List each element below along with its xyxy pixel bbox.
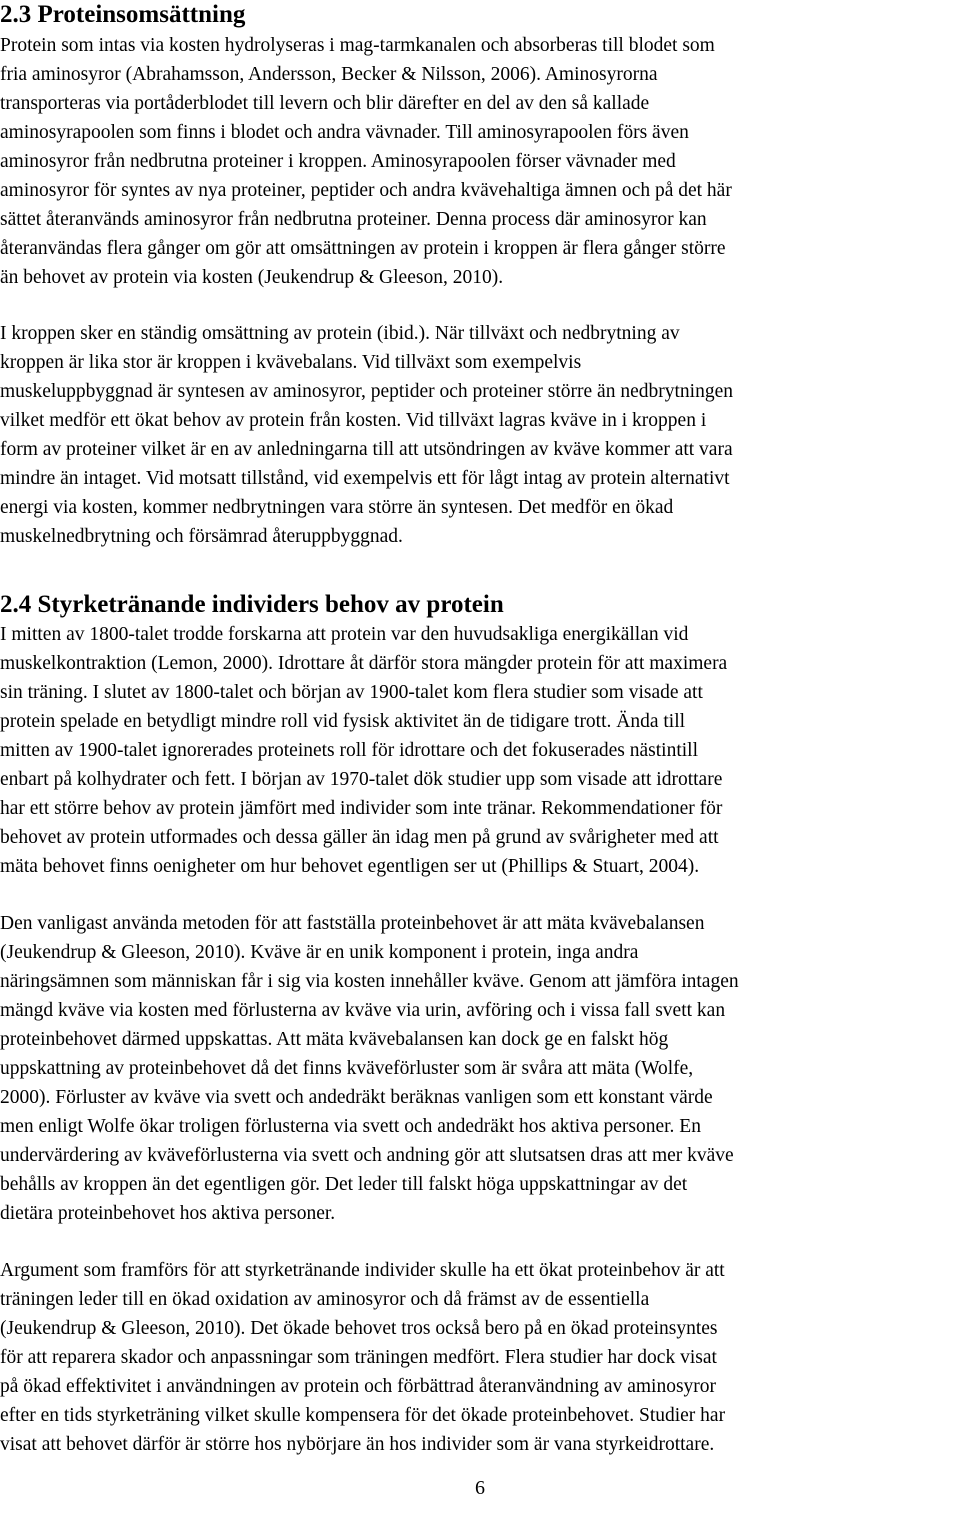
text-line: I mitten av 1800-talet trodde forskarna att protein var den huvudsakliga energikällan vid [0,624,689,645]
text-line: I kroppen sker en ständig omsättning av protein (ibid.). När tillväxt och nedbrytning av [0,323,680,344]
text-line: mäta behovet finns oenigheter om hur behovet egentligen ser ut (Phillips & Stuart, 2004). [0,856,700,877]
text-line: (Jeukendrup & Gleeson, 2010). Kväve är en unik komponent i protein, inga andra [0,942,639,963]
text-line: träningen leder till en ökad oxidation av aminosyror och då främst av de essentiella [0,1289,650,1310]
text-line: behålls av kroppen än det egentligen gör. Det leder till falskt höga uppskattningar av det [0,1174,688,1195]
paragraph [0,620,960,881]
text-line: protein spelade en betydligt mindre roll vid fysisk aktivitet än de tidigare trott. Ända till [0,711,686,732]
paragraph [0,319,960,551]
text-line: mitten av 1900-talet ignorerades proteinets roll för idrottare och det fokuserades nästintill [0,740,698,761]
text-line: transporteras via portåderblodet till levern och blir därefter en del av den så kallade [0,93,650,114]
text-line: 2000). Förluster av kväve via svett och andedräkt beräknas vanligen som ett konstant värde [0,1087,713,1108]
page-number: 6 [475,1477,485,1499]
text-line: dietära proteinbehovet hos aktiva personer. [0,1203,336,1224]
text-line: muskelnedbrytning och försämrad återuppbyggnad. [0,526,403,547]
text-line: behovet av protein utformades och dessa gäller än idag men på grund av svårigheter med att [0,827,719,848]
text-line: har ett större behov av protein jämfört med individer som inte tränar. Rekommendationer för [0,798,723,819]
text-line: efter en tids styrketräning vilket skulle kompensera för det ökade proteinbehovet. Studier har [0,1405,726,1426]
text-line: för att reparera skador och anpassningar som träningen medfört. Flera studier har dock visat [0,1347,717,1368]
text-line: (Jeukendrup & Gleeson, 2010). Det ökade behovet tros också bero på en ökad proteinsyntes [0,1318,718,1339]
section-heading-2-3: 2.3 Proteinsomsättning [0,1,246,28]
text-line: aminosyrapoolen som finns i blodet och andra vävnader. Till aminosyrapoolen förs även [0,122,689,143]
text-line: muskeluppbyggnad är syntesen av aminosyror, peptider och proteiner större än nedbrytningen [0,381,733,402]
paragraph [0,31,960,292]
text-line: visat att behovet därför är större hos nybörjare än hos individer som är vana styrkeidrottare. [0,1434,715,1455]
text-line: än behovet av protein via kosten (Jeukendrup & Gleeson, 2010). [0,267,504,288]
text-line: återanvändas flera gånger om gör att omsättningen av protein i kroppen är flera gånger större [0,238,726,259]
text-line: vilket medför ett ökat behov av protein från kosten. Vid tillväxt lagras kväve in i kroppen i [0,410,707,431]
section-heading-2-4: 2.4 Styrketränande individers behov av protein [0,591,504,618]
text-line: men enligt Wolfe ökar troligen förlusterna via svett och andedräkt hos aktiva personer. En [0,1116,701,1137]
text-line: energi via kosten, kommer nedbrytningen vara större än syntesen. Det medför en ökad [0,497,674,518]
paragraph [0,909,960,1228]
text-line: mängd kväve via kosten med förlusterna av kväve via urin, avföring och i vissa fall svett kan [0,1000,726,1021]
text-line: aminosyror för syntes av nya proteiner, peptider och andra kvävehaltiga ämnen och på det här [0,180,732,201]
text-line: muskelkontraktion (Lemon, 2000). Idrottare åt därför stora mängder protein för att maximera [0,653,728,674]
text-line: sin träning. I slutet av 1800-talet och början av 1900-talet kom flera studier som visade att [0,682,703,703]
text-line: Den vanligast använda metoden för att fastställa proteinbehovet är att mäta kvävebalansen [0,913,705,934]
text-line: proteinbehovet därmed uppskattas. Att mäta kvävebalansen kan dock ge en falskt hög [0,1029,669,1050]
text-line: aminosyror från nedbrutna proteiner i kroppen. Aminosyrapoolen förser vävnader med [0,151,676,172]
text-line: näringsämnen som människan får i sig via kosten innehåller kväve. Genom att jämföra intagen [0,971,739,992]
text-line: uppskattning av proteinbehovet då det finns kväveförluster som är svåra att mäta (Wolfe, [0,1058,694,1079]
text-line: på ökad effektivitet i användningen av protein och förbättrad återanvändning av aminosyror [0,1376,717,1397]
text-line: enbart på kolhydrater och fett. I början av 1970-talet dök studier upp som visade att idrottare [0,769,723,790]
text-line: mindre än intaget. Vid motsatt tillstånd, vid exempelvis ett för lågt intag av protein alternativt [0,468,730,489]
text-line: Protein som intas via kosten hydrolyseras i mag-tarmkanalen och absorberas till blodet som [0,35,715,56]
text-line: undervärdering av kväveförlusterna via svett och andning gör att slutsatsen dras att mer kväve [0,1145,734,1166]
text-line: fria aminosyror (Abrahamsson, Andersson, Becker & Nilsson, 2006). Aminosyrorna [0,64,658,85]
text-line: form av proteiner vilket är en av anledningarna till att utsöndringen av kväve kommer att vara [0,439,733,460]
paragraph [0,1256,960,1459]
text-line: kroppen är lika stor är kroppen i kvävebalans. Vid tillväxt som exempelvis [0,352,582,373]
text-line: sättet återanvänds aminosyror från nedbrutna proteiner. Denna process där aminosyror kan [0,209,707,230]
text-line: Argument som framförs för att styrketränande individer skulle ha ett ökat proteinbehov är att [0,1260,725,1281]
